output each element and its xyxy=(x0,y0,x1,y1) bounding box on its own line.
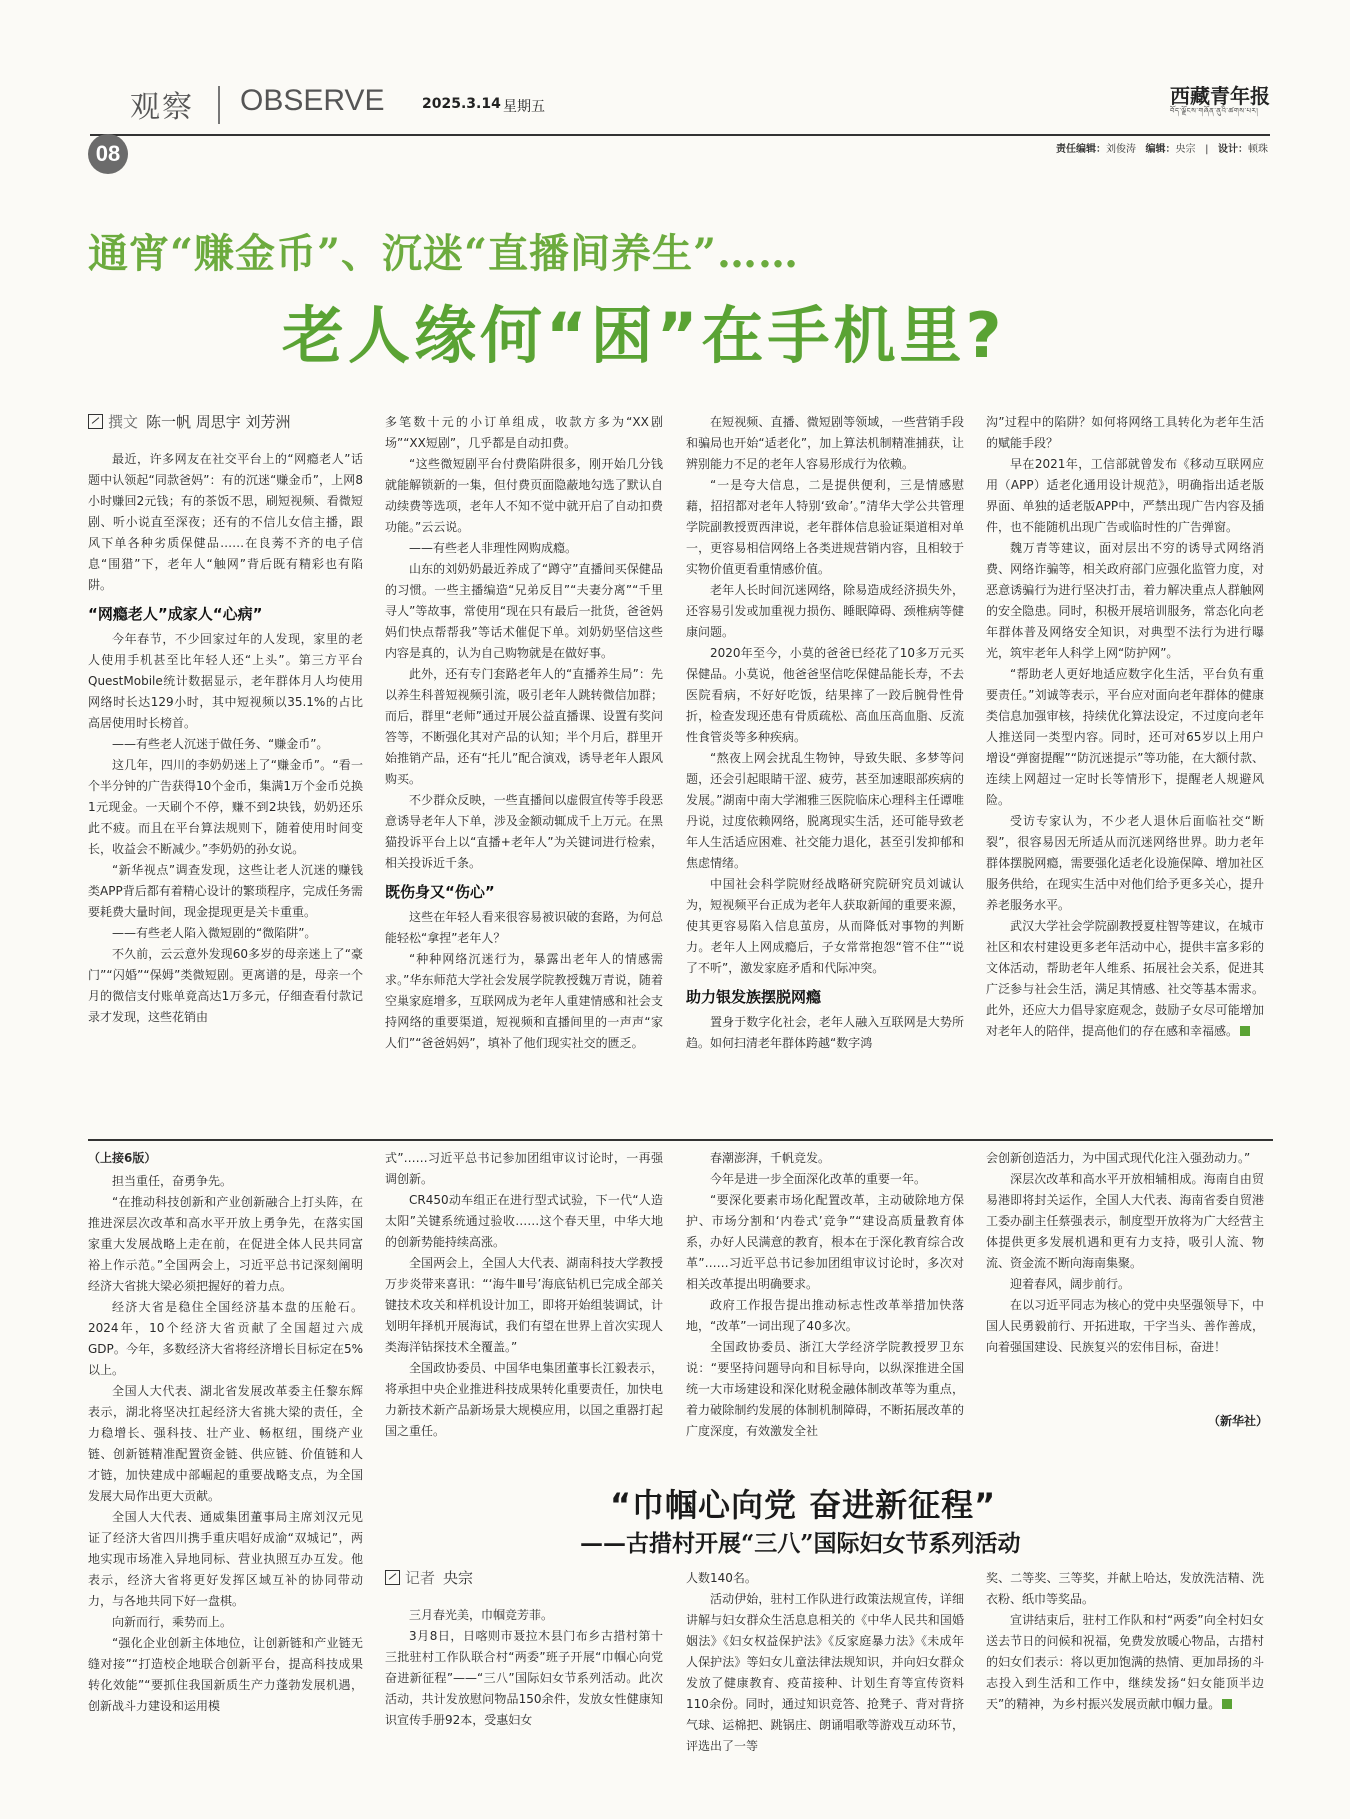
credit-label-design: 设计： xyxy=(1218,144,1248,155)
issue-date: 2025.3.14 xyxy=(422,96,501,112)
paragraph: 奖、二等奖、三等奖，并献上哈达，发放洗洁精、洗衣粉、纸巾等奖品。 xyxy=(986,1571,1264,1606)
article-kicker: 通宵“赚金币”、沉迷“直播间养生”…… xyxy=(88,230,800,277)
paragraph: 山东的刘奶奶最近养成了“蹲守”直播间买保健品的习惯。一些主播编造“兄弟反目”“夫妻分离”“千里寻人”等故事，常使用“现在只有最后一批货，爸爸妈妈们快点帮帮我”等话术催促下单。刘奶奶坚信这些内容是真的，认为自己购物就是在做好事。 xyxy=(385,562,663,660)
paragraph: 深层次改革和高水平开放相辅相成。海南自由贸易港即将封关运作，全国人大代表、海南省委自贸港工委办副主任蔡强表示，制度型开放将为广大经营主体提供更多发展机遇和更有力支持，吸引人流、物流、资金流不断向海南集聚。 xyxy=(986,1172,1264,1270)
paragraph: 全国政协委员、浙江大学经济学院教授罗卫东说：“要坚持问题导向和目标导向，以纵深推进全国统一大市场建设和深化财税金融体制改革等为重点，着力破除制约发展的体制机制障碍，不断拓展改革的广度深度，有效激发全社 xyxy=(686,1340,964,1438)
paragraph: 2020年至今，小莫的爸爸已经花了10多万元买保健品。小莫说，他爸爸坚信吃保健品能长寿，不去医院看病，不好好吃饭，结果摔了一跤后腕骨性骨折，检查发现还患有骨质疏松、高血压高血脂、反流性食管炎等多种疾病。 xyxy=(686,646,964,744)
paragraph: 人数140名。 xyxy=(686,1571,757,1585)
article-column-1 xyxy=(88,412,363,1130)
paragraph: 这些在年轻人看来很容易被识破的套路，为何总能轻松“拿捏”老年人？ xyxy=(385,910,663,945)
byline xyxy=(88,412,363,433)
paragraph: 最近，许多网友在社交平台上的“网瘾老人”话题中认领起“同款爸妈”：有的沉迷“赚金币”，上网8小时赚回2元钱；有的茶饭不思，刷短视频、看微短剧、听小说直至深夜；还有的不信儿女信主播，跟风下单各种劣质保健品……在良莠不齐的电子信息“围猎”下，老年人“触网”背后既有精彩也有陷阱。 xyxy=(88,452,363,592)
page-number-badge: 08 xyxy=(88,134,128,174)
paragraph: 老年人长时间沉迷网络，除易造成经济损失外，还容易引发或加重视力损伤、睡眠障碍、颈椎病等健康问题。 xyxy=(686,583,964,639)
byline-author: 央宗 xyxy=(443,1569,474,1587)
byline-pen-icon xyxy=(88,414,103,429)
paragraph: 活动伊始，驻村工作队进行政策法规宣传，详细讲解与妇女群众生活息息相关的《中华人民共和国婚姻法》《妇女权益保护法》《反家庭暴力法》《未成年人保护法》等妇女儿童法律法规知识，并向妇女群众发放了健康教育、疫苗接种、计划生育等宣传资料110余份。同时，通过知识竞答、抢凳子、背对背挤气球、运棉把、跳锅庄、朗诵唱歌等游戏互动环节，评选出了一等 xyxy=(686,1592,964,1753)
credit-label-editing: 编辑： xyxy=(1145,144,1176,155)
womens-day-column-3 xyxy=(986,1568,1264,1813)
continued-column-4 xyxy=(986,1148,1264,1410)
byline-pen-icon xyxy=(385,1570,400,1585)
paragraph: 不少群众反映，一些直播间以虚假宣传等手段恶意诱导老年人下单，涉及金额动辄成千上万元。在黑猫投诉平台上以“直播+老年人”为关键词进行检索，相关投诉近千条。 xyxy=(385,793,663,870)
credit-editor: 刘俊涛 xyxy=(1106,144,1136,155)
byline-label: 撰文 xyxy=(108,413,139,431)
paragraph: ——有些老人沉迷于做任务、“赚金币”。 xyxy=(112,737,329,751)
paragraph: “新华视点”调查发现，这些让老人沉迷的赚钱类APP背后都有着精心设计的繁琐程序，完成任务需要耗费大量时间，现金提现更是关卡重重。 xyxy=(88,863,363,919)
paragraph: 早在2021年，工信部就曾发布《移动互联网应用（APP）适老化通用设计规范》，明确指出适老版界面、单独的适老版APP中，严禁出现广告内容及插件，也不能随机出现广告或临时性的广告弹窗。 xyxy=(986,457,1264,534)
continued-column-2 xyxy=(385,1148,663,1466)
paragraph: “在推动科技创新和产业创新融合上打头阵，在推进深层次改革和高水平开放上勇争先，在落实国家重大发展战略上走在前，在促进全体人民共同富裕上作示范。”全国两会上，习近平总书记深刻阐明经济大省挑大梁必须把握好的着力点。 xyxy=(88,1195,363,1293)
article-column-2 xyxy=(385,412,663,1130)
continued-column-3 xyxy=(686,1148,964,1466)
issue-weekday: 星期五 xyxy=(503,99,545,115)
paragraph: 今年春节，不少回家过年的人发现，家里的老人使用手机甚至比年轻人还“上头”。第三方平台QuestMobile统计数据显示，老年群体月人均使用网络时长达129小时，其中短视频以35.1%的占比高居使用时长榜首。 xyxy=(88,632,363,730)
continued-label: （上接6版） xyxy=(88,1151,157,1165)
newspaper-logo-tibetan: བོད་ལྗོངས་གཞོན་ནུའི་ཚགས་པར། xyxy=(1170,107,1259,115)
paragraph: 春潮澎湃，千帆竞发。 xyxy=(710,1151,831,1165)
paragraph: 置身于数字化社会，老年人融入互联网是大势所趋。如何扫清老年群体跨越“数字鸿 xyxy=(686,1015,964,1050)
paragraph: 多笔数十元的小订单组成，收款方多为“XX剧场”“XX短剧”，几乎都是自动扣费。 xyxy=(385,415,663,450)
paragraph: 3月8日，日喀则市聂拉木县门布乡古措村第十三批驻村工作队联合村“两委”班子开展“巾帼心向党 奋进新征程”——“三八”国际妇女节系列活动。此次活动，共计发放慰问物品150余件，发放女性健康知识宣传手册92本，受惠妇女 xyxy=(385,1629,663,1727)
paragraph: “帮助老人更好地适应数字化生活，平台负有重要责任。”刘诚等表示，平台应对面向老年群体的健康类信息加强审核，持续优化算法设定，不过度向老年人推送同一类型内容。同时，还可对65岁以上用户增设“弹窗提醒”“防沉迷提示”等功能，在大额付款、连续上网超过一定时长等情形下，提醒老人规避风险。 xyxy=(986,667,1264,807)
paragraph: ——有些老人非理性网购成瘾。 xyxy=(409,541,578,555)
paragraph: ——有些老人陷入微短剧的“微陷阱”。 xyxy=(112,926,317,940)
end-mark-icon xyxy=(1222,1699,1232,1709)
paragraph: 中国社会科学院财经战略研究院研究员刘诚认为，短视频平台正成为老年人获取新闻的重要来源，使其更容易陷入信息茧房，从而降低对事物的判断力。老年人上网成瘾后，子女常常抱怨“管不住”“说了不听”，激发家庭矛盾和代际冲突。 xyxy=(686,877,964,975)
womens-day-headline: “巾帼心向党 奋进新征程” xyxy=(610,1486,997,1524)
paragraph: 全国人大代表、通威集团董事局主席刘汉元见证了经济大省四川携手重庆唱好成渝“双城记”，两地实现市场准入异地同标、营业执照互办互发。他表示，经济大省将更好发挥区域互补的协同带动力，与各地共同下好一盘棋。 xyxy=(88,1510,363,1608)
continued-column-1 xyxy=(88,1148,363,1808)
paragraph: “熬夜上网会扰乱生物钟，导致失眠、多梦等问题，还会引起眼睛干涩、疲劳，甚至加速眼部疾病的发展。”湖南中南大学湘雅三医院临床心理科主任谭唯丹说，过度依赖网络，脱离现实生活，还可能导致老年人生活适应困难、社交能力退化，甚至引发抑郁和焦虑情绪。 xyxy=(686,751,964,870)
subheading: 助力银发族摆脱网瘾 xyxy=(686,988,822,1006)
end-mark-icon xyxy=(1240,1026,1250,1036)
byline-authors: 陈一帆 周思宇 刘芳洲 xyxy=(146,413,291,431)
paragraph: “这些微短剧平台付费陷阱很多，刚开始几分钱就能解锁新的一集，但付费页面隐蔽地勾选了默认自动续费等选项，老年人不知不觉中就开启了自动扣费功能。”云云说。 xyxy=(385,457,663,534)
womens-day-column-2 xyxy=(686,1568,964,1813)
section-divider xyxy=(218,86,220,124)
paragraph: CR450动车组正在进行型式试验，下一代“人造太阳”关键系统通过验收……这个春天里，中华大地的创新势能持续高涨。 xyxy=(385,1193,663,1249)
credit-design: 顿珠 xyxy=(1248,144,1268,155)
paragraph: “一是夸大信息，二是提供便利，三是情感慰藉，招招都对老年人特别‘致命’。”清华大学公共管理学院副教授贾西津说，老年群体信息验证渠道相对单一，更容易相信网络上各类进规营销内容，且相较于实物价值更看重情感价值。 xyxy=(686,478,964,576)
credit-editing: 央宗 xyxy=(1175,144,1196,155)
article-headline: 老人缘何“困”在手机里? xyxy=(282,299,1006,372)
paragraph: 沟”过程中的陷阱？如何将网络工具转化为老年生活的赋能手段？ xyxy=(986,415,1264,450)
paragraph-text: 武汉大学社会学院副教授夏柱智等建议，在城市社区和农村建设更多老年活动中心，提供丰富多彩的文体活动，帮助老年人维系、拓展社会关系，促进其广泛参与社会生活，满足其情感、社交等基本需求。此外，还应大力倡导家庭观念，鼓励子女尽可能增加对老年人的陪伴，提高他们的存在感和幸福感。 xyxy=(986,919,1264,1038)
paragraph-text: 宣讲结束后，驻村工作队和村“两委”向全村妇女送去节日的问候和祝福，免费发放暖心物品，古措村的妇女们表示：将以更加饱满的热情、更加昂扬的斗志投入到生活和工作中，继续发扬“妇女能顶半边天”的精神，为乡村振兴发展贡献巾帼力量。 xyxy=(986,1613,1264,1711)
article-column-4 xyxy=(986,412,1264,1130)
section-name-en: OBSERVE xyxy=(240,84,385,117)
subheading: 既伤身又“伤心” xyxy=(385,883,495,901)
section-name-cn: 观察 xyxy=(130,90,194,125)
paragraph: 政府工作报告提出推动标志性改革举措加快落地，“改革”一词出现了40多次。 xyxy=(686,1298,964,1333)
paragraph: “要深化要素市场化配置改革，主动破除地方保护、市场分割和‘内卷式’竞争”“建设高质量教育体系，办好人民满意的教育，根本在于深化教育综合改革”……习近平总书记参加团组审议讨论时，多次对相关改革提出明确要求。 xyxy=(686,1193,964,1291)
paragraph: 不久前，云云意外发现60多岁的母亲迷上了“豪门”“闪婚”“保姆”类微短剧。更离谱的是，母亲一个月的微信支付账单竟高达1万多元，仔细查看付款记录才发现，这些花销由 xyxy=(88,947,363,1024)
paragraph: 受访专家认为，不少老人退休后面临社交“断裂”，很容易因无所适从而沉迷网络世界。助力老年群体摆脱网瘾，需要强化适老化设施保障、增加社区服务供给，在现实生活中对他们给予更多关心，提升养老服务水平。 xyxy=(986,814,1264,912)
article-column-3 xyxy=(686,412,964,1130)
paragraph: 向新而行，乘势而上。 xyxy=(112,1615,233,1629)
paragraph: 全国两会上，全国人大代表、湖南科技大学教授万步炎带来喜讯：“‘海牛Ⅲ号’海底钻机已完成全部关键技术攻关和样机设计加工，即将开始组装调试，计划明年择机开展海试，我们有望在世界上首次实现人类海洋钻探技术全覆盖。” xyxy=(385,1256,663,1354)
newspaper-logo: 西藏青年报 xyxy=(1170,84,1270,108)
paragraph: 魏万青等建议，面对层出不穷的诱导式网络消费、网络诈骗等，相关政府部门应强化监管力度，对恶意诱骗行为进行坚决打击，着力解决重点人群触网的安全隐患。同时，积极开展培训服务，常态化向老年群体普及网络安全知识，对典型不法行为进行曝光，筑牢老年人科学上网“防护网”。 xyxy=(986,541,1264,660)
paragraph: 三月春光美，巾帼竞芳菲。 xyxy=(409,1608,554,1622)
paragraph: 全国政协委员、中国华电集团董事长江毅表示，将承担中央企业推进科技成果转化重要责任，加快电力新技术新产品新场景大规模应用，以国之重器打起国之重任。 xyxy=(385,1361,663,1438)
paragraph: “种种网络沉迷行为，暴露出老年人的情感需求。”华东师范大学社会发展学院教授魏万青说，随着空巢家庭增多，互联网成为老年人重建情感和社会支持网络的重要渠道，短视频和直播间里的一声声“家人们”“爸爸妈妈”，填补了他们现实社交的匮乏。 xyxy=(385,952,663,1050)
womens-day-column-1 xyxy=(385,1568,663,1813)
paragraph: 此外，还有专门套路老年人的“直播养生局”：先以养生科普短视频引流，吸引老年人跳转微信加群；而后，群里“老师”通过开展公益直播课、设置有奖问答等，不断强化其对产品的认知；半个月后，群里开始推销产品，还有“托儿”配合演戏，诱导老年人跟风购买。 xyxy=(385,667,663,786)
header-rule xyxy=(90,134,1270,136)
byline-label: 记者 xyxy=(405,1569,436,1587)
paragraph: 今年是进一步全面深化改革的重要一年。 xyxy=(710,1172,927,1186)
womens-day-subheadline: ——古措村开展“三八”国际妇女节系列活动 xyxy=(580,1530,1021,1557)
paragraph: 全国人大代表、湖北省发展改革委主任黎东辉表示，湖北将坚决扛起经济大省挑大梁的责任，全力稳增长、强科技、壮产业、畅枢纽，围绕产业链、创新链精准配置资金链、供应链、价值链和人才链，加快建成中部崛起的重要战略支点，为全国发展大局作出更大贡献。 xyxy=(88,1384,363,1503)
paragraph: 经济大省是稳住全国经济基本盘的压舱石。2024年，10个经济大省贡献了全国超过六成GDP。今年，多数经济大省将经济增长目标定在5%以上。 xyxy=(88,1300,363,1377)
paragraph: “强化企业创新主体地位，让创新链和产业链无缝对接”“打造校企地联合创新平台，提高科技成果转化效能”“要抓住我国新质生产力蓬勃发展机遇，创新战斗力建设和运用模 xyxy=(88,1636,363,1713)
paragraph: 这几年，四川的李奶奶迷上了“赚金币”。“看一个半分钟的广告获得10个金币，集满1万个金币兑换1元现金。一天刷个不停，赚不到2块钱，奶奶还乐此不疲。而且在平台算法规则下，随着使用时间变长，收益会不断减少。”李奶奶的孙女说。 xyxy=(88,758,363,856)
paragraph: 在以习近平同志为核心的党中央坚强领导下，中国人民勇毅前行、开拓进取，干字当头、善作善成，向着强国建设、民族复兴的宏伟目标，奋进！ xyxy=(986,1298,1264,1354)
news-source: （新华社） xyxy=(1207,1414,1268,1428)
credit-label-editor: 责任编辑： xyxy=(1056,144,1106,155)
section-divider-rule xyxy=(88,1139,1273,1141)
paragraph: 迎着春风，阔步前行。 xyxy=(1010,1277,1131,1291)
paragraph xyxy=(986,916,1264,1042)
paragraph: 在短视频、直播、微短剧等领域，一些营销手段和骗局也开始“适老化”，加上算法机制精准捕获，让辨别能力不足的老年人容易形成行为依赖。 xyxy=(686,415,964,471)
paragraph xyxy=(986,1610,1264,1715)
subheading: “网瘾老人”成家人“心病” xyxy=(88,605,263,623)
paragraph: 会创新创造活力，为中国式现代化注入强劲动力。” xyxy=(986,1151,1251,1165)
byline xyxy=(385,1568,663,1589)
editor-credits: 责任编辑：刘俊涛 编辑：央宗 | 设计：顿珠 xyxy=(1056,144,1268,155)
paragraph: 式”……习近平总书记参加团组审议讨论时，一再强调创新。 xyxy=(385,1151,663,1186)
paragraph: 担当重任，奋勇争先。 xyxy=(112,1174,233,1188)
